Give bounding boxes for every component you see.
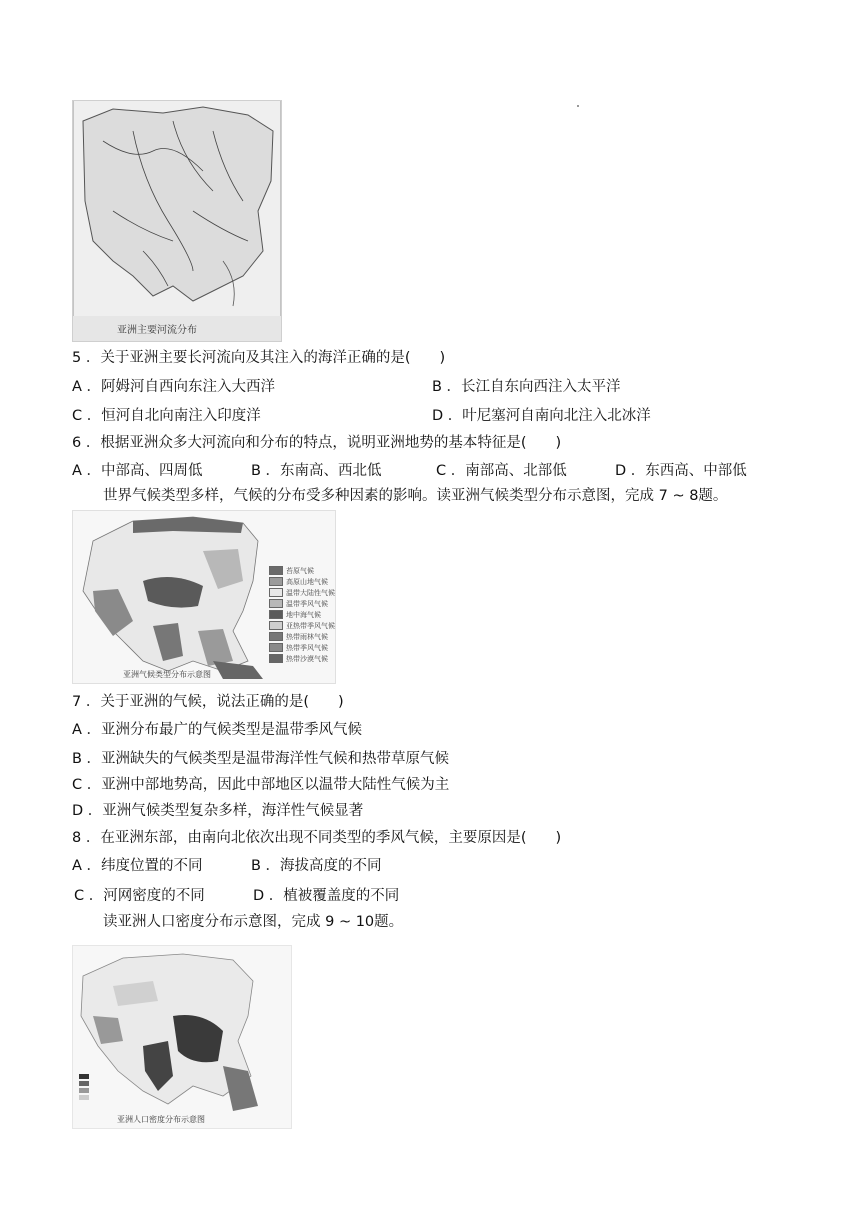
q6-option-d: D ．东西高、中部低 <box>615 463 747 479</box>
q8-option-b: B ．海拔高度的不同 <box>251 858 382 874</box>
q7-option-a: A ．亚洲分布最广的气候类型是温带季风气候 <box>72 722 363 738</box>
q6-option-b: B ．东南高、西北低 <box>251 463 382 479</box>
q8-stem: 8 ．在亚洲东部，由南向北依次出现不同类型的季风气候，主要原因是( ) <box>72 830 562 846</box>
legend-item <box>269 642 335 653</box>
legend-swatch <box>269 577 283 586</box>
q7-option-c: C ．亚洲中部地势高，因此中部地区以温带大陆性气候为主 <box>72 777 450 793</box>
legend-swatch <box>269 632 283 641</box>
asia-rivers-map <box>72 100 282 342</box>
legend-item <box>269 631 335 642</box>
q6-stem: 6 ．根据亚洲众多大河流向和分布的特点，说明亚洲地势的基本特征是( ) <box>72 435 562 451</box>
q8-option-c: C ．河网密度的不同 <box>74 888 205 904</box>
asia-rivers-map-caption: 亚洲主要河流分布 <box>117 325 197 336</box>
scan-speck <box>577 105 579 107</box>
q5-stem: 5 ．关于亚洲主要长河流向及其注入的海洋正确的是( ) <box>72 350 446 366</box>
legend-label: 温带大陆性气候 <box>286 588 335 597</box>
legend-label: 热带雨林气候 <box>286 632 328 641</box>
legend-label: 地中海气候 <box>286 610 321 619</box>
q5-option-c: C ．恒河自北向南注入印度洋 <box>72 408 261 424</box>
legend-item <box>269 620 335 631</box>
legend-label: 温带季风气候 <box>286 599 328 608</box>
q5-option-b: B ．长江自东向西注入太平洋 <box>432 379 621 395</box>
q5-option-a: A ．阿姆河自西向东注入大西洋 <box>72 379 276 395</box>
asia-population-map <box>72 945 292 1129</box>
asia-climate-map-legend <box>269 565 335 664</box>
legend-label: 热带沙漠气候 <box>286 654 328 663</box>
q7-stem: 7 ．关于亚洲的气候，说法正确的是( ) <box>72 694 344 710</box>
legend-swatch <box>269 654 283 663</box>
legend-swatch <box>269 599 283 608</box>
legend-label: 高原山地气候 <box>286 577 328 586</box>
legend-swatch <box>269 566 283 575</box>
legend-item <box>269 576 335 587</box>
asia-population-map-drawing <box>73 946 291 1128</box>
legend-swatch <box>269 610 283 619</box>
legend-item <box>269 587 335 598</box>
legend-label: 亚热带季风气候 <box>286 621 335 630</box>
asia-climate-map <box>72 510 336 684</box>
q8-option-d: D ．植被覆盖度的不同 <box>253 888 400 904</box>
legend-label: 热带季风气候 <box>286 643 328 652</box>
legend-label: 苔原气候 <box>286 566 314 575</box>
q5-option-d: D ．叶尼塞河自南向北注入北冰洋 <box>432 408 651 424</box>
intro-questions-7-8: 世界气候类型多样，气候的分布受多种因素的影响。读亚洲气候类型分布示意图，完成 7 ~ 8题。 <box>103 488 728 504</box>
q7-option-b: B ．亚洲缺失的气候类型是温带海洋性气候和热带草原气候 <box>72 751 450 767</box>
legend-swatch <box>269 643 283 652</box>
legend-item <box>269 653 335 664</box>
q6-option-a: A ．中部高、四周低 <box>72 463 203 479</box>
legend-item <box>269 609 335 620</box>
q6-option-c: C ．南部高、北部低 <box>436 463 567 479</box>
legend-swatch <box>269 621 283 630</box>
asia-rivers-map-drawing <box>73 101 281 341</box>
asia-population-map-caption: 亚洲人口密度分布示意图 <box>117 1115 205 1124</box>
legend-item <box>269 598 335 609</box>
legend-item <box>269 565 335 576</box>
q8-option-a: A ．纬度位置的不同 <box>72 858 203 874</box>
asia-climate-map-caption: 亚洲气候类型分布示意图 <box>123 670 211 679</box>
q7-option-d: D ．亚洲气候类型复杂多样，海洋性气候显著 <box>72 803 364 819</box>
legend-swatch <box>269 588 283 597</box>
intro-questions-9-10: 读亚洲人口密度分布示意图，完成 9 ~ 10题。 <box>103 914 404 930</box>
